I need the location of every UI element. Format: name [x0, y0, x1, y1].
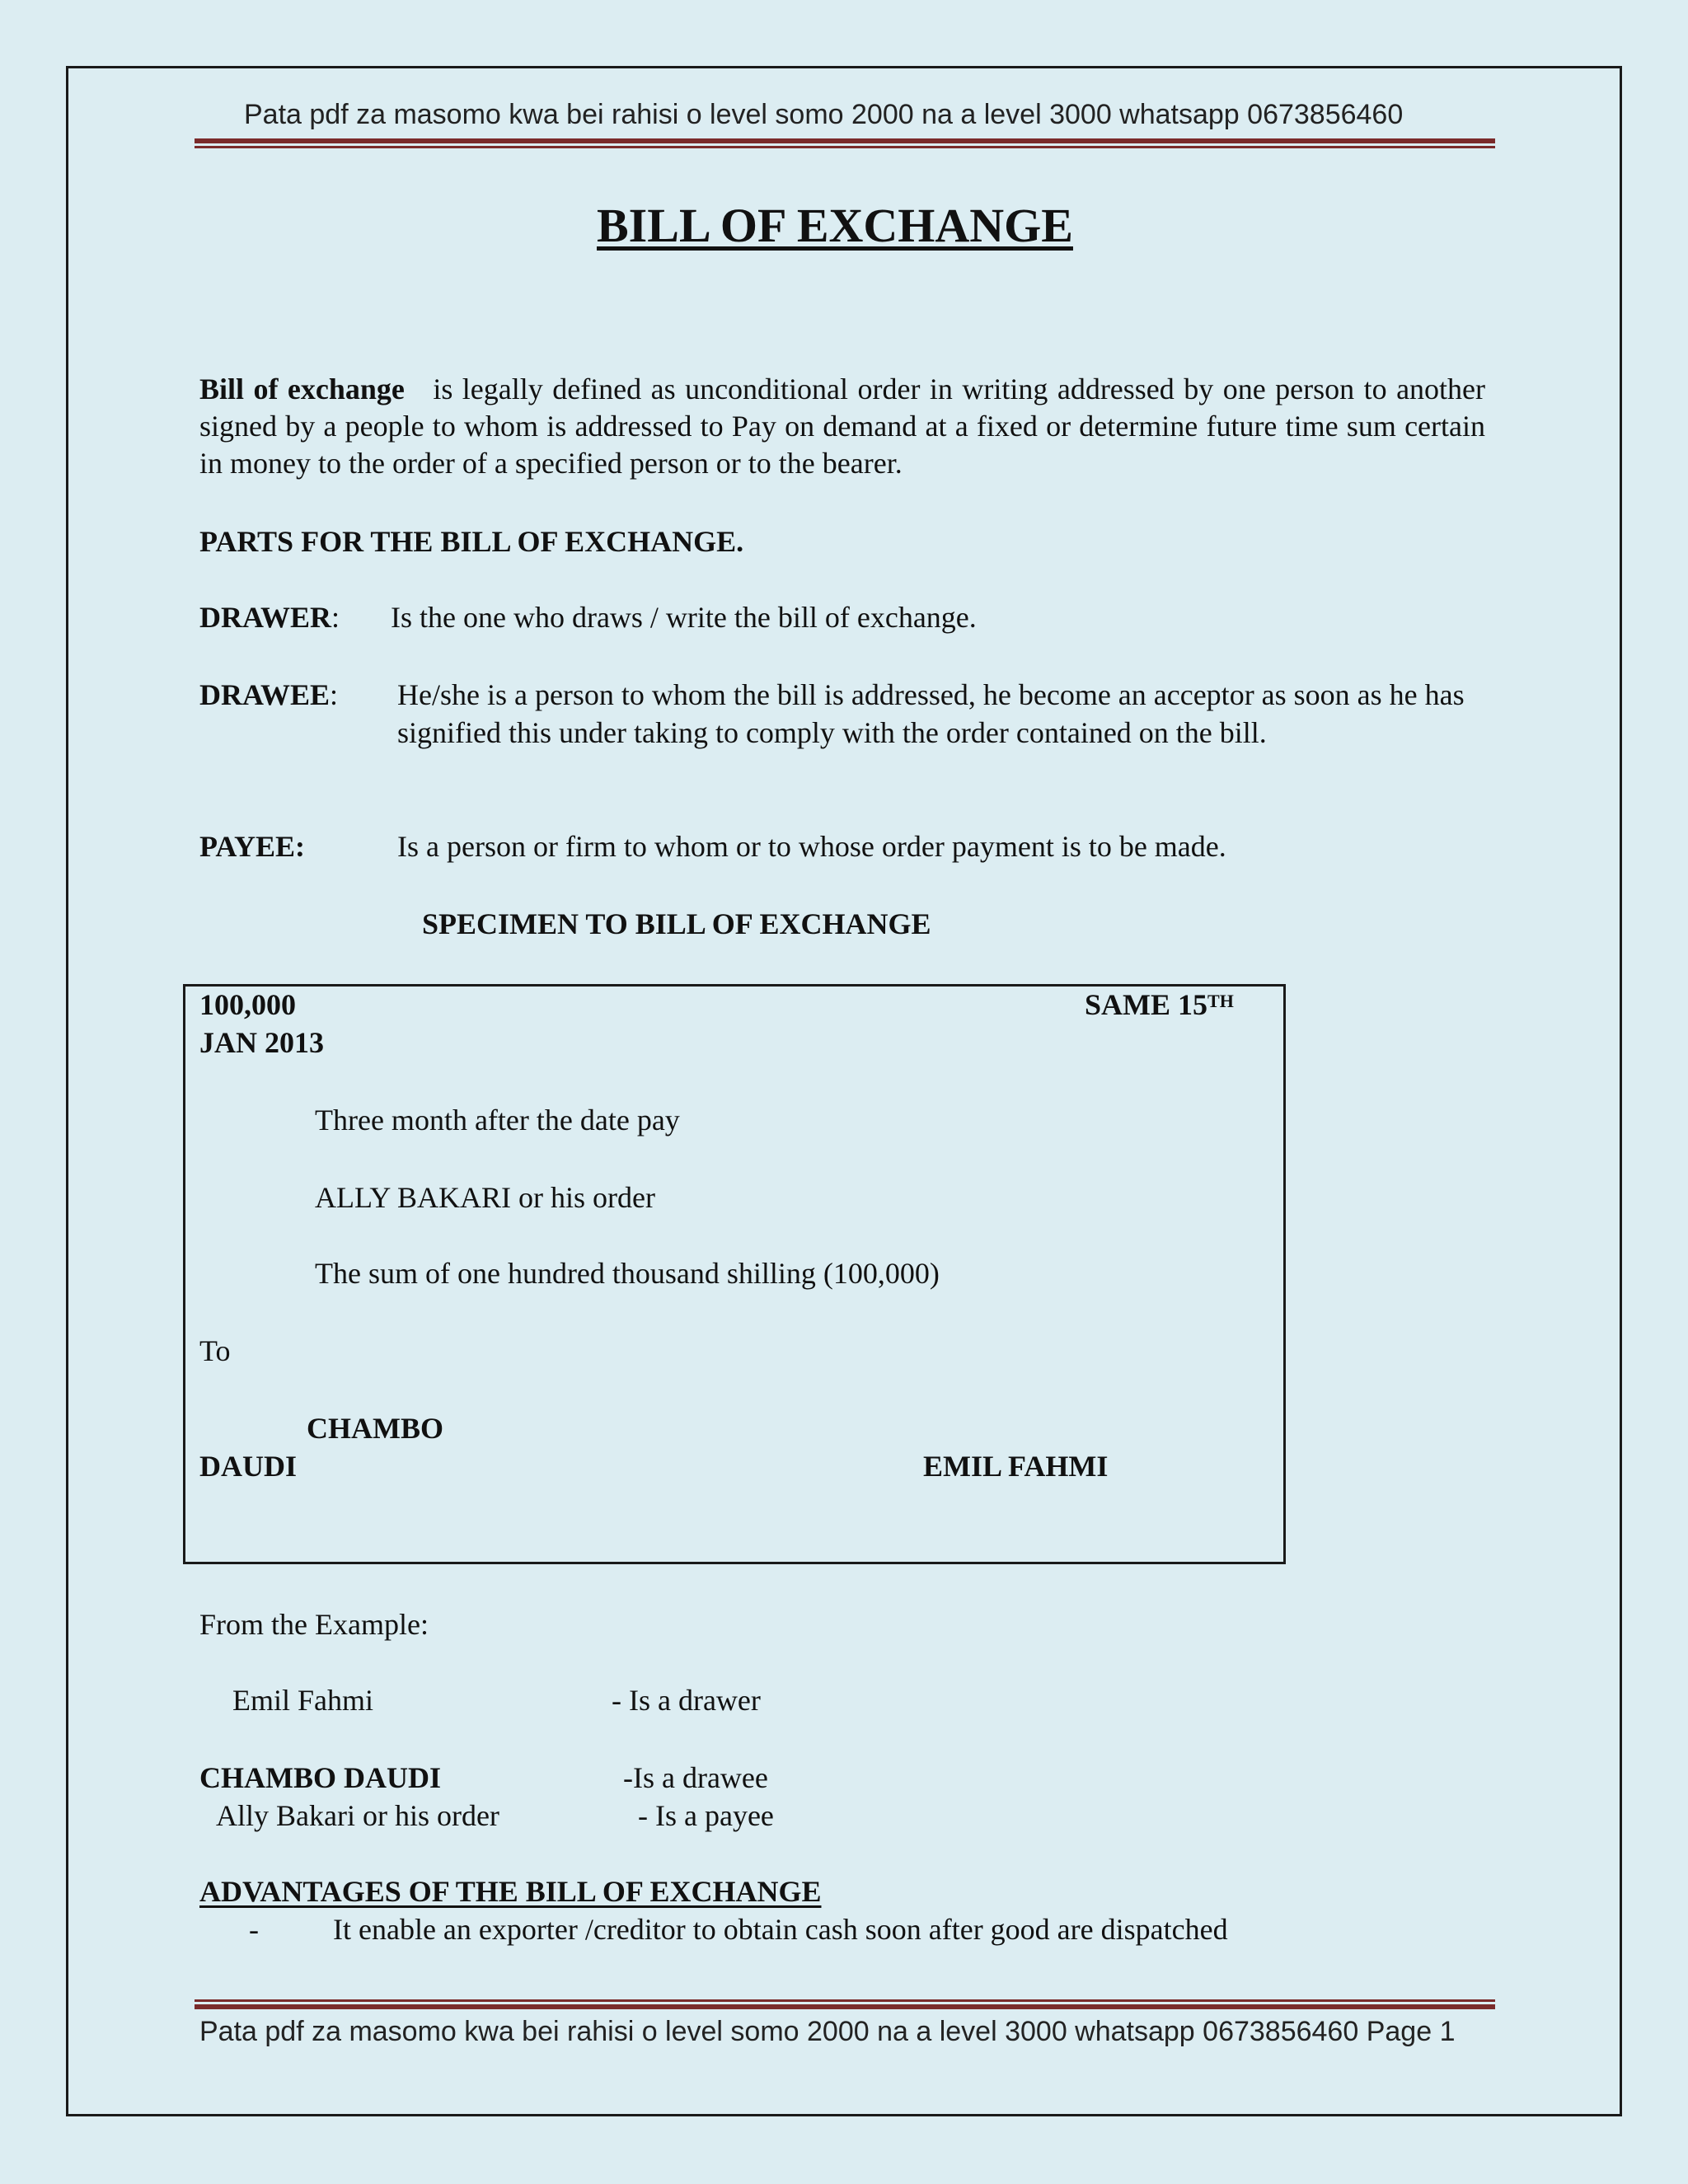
specimen-drawee-first: CHAMBO: [307, 1412, 443, 1445]
advantage-item: It enable an exporter /creditor to obtain cash soon after good are dispatched: [333, 1913, 1228, 1946]
footer-rule-thin: [195, 1999, 1495, 2002]
example-row-role: - Is a drawer: [612, 1684, 761, 1717]
footer-text: Pata pdf za masomo kwa bei rahisi o level somo 2000 na a level 3000 whatsapp 0673856460: [199, 2016, 1359, 2047]
definition-text: is legally defined as unconditional order in writing addressed by one person to another signed by a people to whom is addressed to Pay on demand at a fixed or determine future time sum certain in money to the order of a specified person or to the bearer.: [199, 373, 1486, 480]
payee-definition: Is a person or firm to whom or to whose order payment is to be made.: [397, 830, 1226, 863]
page-number: Page 1: [1366, 2016, 1456, 2047]
example-row-name: CHAMBO DAUDI: [199, 1761, 441, 1794]
header-rule: [195, 138, 1495, 143]
specimen-place-day: SAME 15: [1085, 988, 1208, 1021]
drawer-colon: :: [331, 601, 340, 634]
advantages-heading: ADVANTAGES OF THE BILL OF EXCHANGE: [199, 1875, 822, 1908]
advantage-bullet: -: [249, 1913, 259, 1946]
specimen-line-2: ALLY BAKARI or his order: [315, 1181, 655, 1214]
specimen-date-month: JAN 2013: [199, 1026, 324, 1059]
specimen-heading: SPECIMEN TO BILL OF EXCHANGE: [422, 907, 931, 940]
specimen-line-1: Three month after the date pay: [315, 1104, 680, 1137]
example-row-name: Ally Bakari or his order: [216, 1799, 499, 1832]
example-row-role: - Is a payee: [638, 1799, 774, 1832]
definition-term: Bill of exchange: [199, 373, 405, 405]
drawer-row: [199, 598, 340, 636]
specimen-to: To: [199, 1334, 231, 1367]
specimen-place-date: [1085, 986, 1234, 1024]
drawee-label: DRAWEE: [199, 678, 331, 711]
page-footer: [199, 2016, 1455, 2048]
header-rule-thin: [195, 146, 1495, 148]
payee-label: PAYEE:: [199, 830, 306, 863]
specimen-drawer-name: EMIL FAHMI: [923, 1450, 1109, 1483]
example-intro: From the Example:: [199, 1608, 429, 1641]
specimen-amount: 100,000: [199, 988, 296, 1021]
parts-heading: PARTS FOR THE BILL OF EXCHANGE.: [199, 525, 744, 558]
drawee-definition: He/she is a person to whom the bill is addressed, he become an acceptor as soon as he has signified this under taking to comply with the order contained on the bill.: [397, 678, 1465, 749]
specimen-day-suffix: TH: [1207, 991, 1234, 1011]
drawer-label: DRAWER: [199, 601, 332, 634]
drawee-row: [199, 676, 338, 714]
page-header: Pata pdf za masomo kwa bei rahisi o level somo 2000 na a level 3000 whatsapp 0673856460: [244, 99, 1404, 130]
document-title: BILL OF EXCHANGE: [597, 199, 1073, 252]
specimen-drawee-last: DAUDI: [199, 1450, 298, 1483]
definition-paragraph: [199, 371, 1485, 482]
example-row-role: -Is a drawee: [623, 1761, 768, 1794]
example-row-name: Emil Fahmi: [232, 1684, 373, 1717]
drawer-definition: Is the one who draws / write the bill of exchange.: [391, 601, 977, 634]
specimen-line-3: The sum of one hundred thousand shilling (100,000): [315, 1257, 940, 1290]
drawee-colon: :: [330, 678, 339, 711]
footer-rule: [195, 2004, 1495, 2009]
